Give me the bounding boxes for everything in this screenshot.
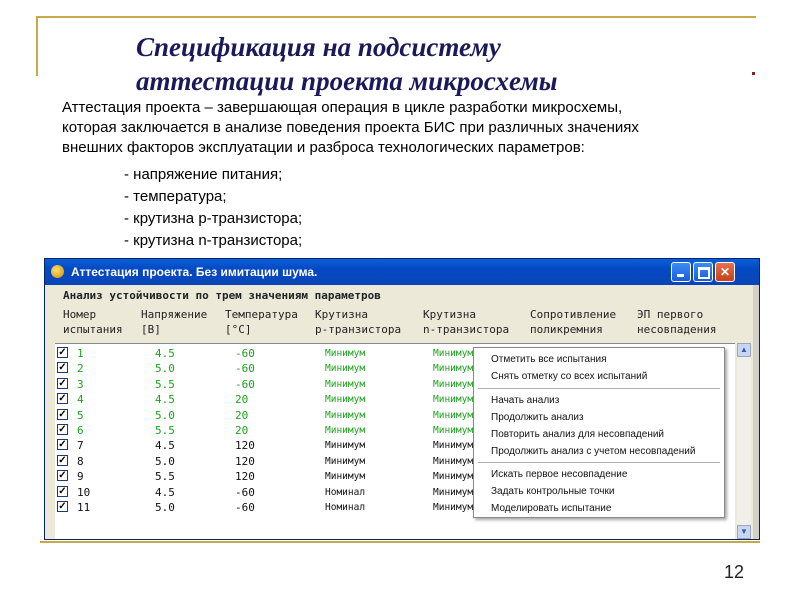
parameter-item: - крутизна p-транзистора;: [124, 210, 303, 227]
context-menu: [473, 347, 725, 518]
cell-test-number: 6: [77, 424, 84, 437]
column-header-voltage[interactable]: [141, 307, 207, 337]
cell-test-number: 1: [77, 347, 84, 360]
cell-test-number: 4: [77, 393, 84, 407]
parameter-item: - напряжение питания;: [124, 166, 283, 183]
menu-item-continue-with-mismatches[interactable]: Продолжить анализ с учетом несовпадений: [491, 446, 696, 457]
cell-voltage: 5.0: [155, 501, 175, 514]
cell-n-transistor: Минимум: [433, 455, 474, 467]
scroll-down-button[interactable]: [737, 525, 751, 539]
cell-test-number: 3: [77, 377, 84, 391]
minimize-icon: [677, 274, 684, 277]
slide-frame-bottom: [40, 541, 760, 543]
cell-p-transistor: Минимум: [325, 455, 366, 467]
page-number: 12: [724, 562, 745, 582]
panel-title: Анализ устойчивости по трем значениям параметров: [63, 289, 381, 302]
column-header-temperature[interactable]: [225, 307, 298, 337]
body-line-2: которая заключается в анализе поведения проекта БИС при различных значениях: [62, 119, 639, 136]
minimize-button[interactable]: [671, 262, 691, 282]
cell-p-transistor: Минимум: [325, 425, 366, 436]
window-title: Аттестация проекта. Без имитации шума.: [71, 265, 318, 279]
menu-item-start-analysis[interactable]: Начать анализ: [491, 395, 560, 406]
slide-title-line-1: Спецификация на подсистему: [136, 32, 501, 62]
cell-n-transistor: Минимум: [433, 409, 474, 421]
menu-item-check-all[interactable]: Отметить все испытания: [491, 354, 607, 365]
cell-voltage: 5.5: [155, 424, 175, 437]
column-header-line: поликремния: [530, 323, 603, 336]
cell-test-number: 11: [77, 501, 91, 514]
cell-voltage: 4.5: [155, 347, 175, 360]
column-header-line: испытания: [63, 323, 123, 336]
row-checkbox[interactable]: ✓: [58, 454, 67, 466]
cell-test-number: 5: [77, 408, 84, 422]
cell-temperature: 120: [235, 439, 255, 453]
column-header-line: Температура: [225, 308, 298, 321]
column-header-line: Сопротивление: [530, 308, 617, 321]
row-checkbox[interactable]: ✓: [58, 408, 67, 420]
row-checkbox[interactable]: ✓: [58, 470, 67, 482]
cell-p-transistor: Минимум: [325, 363, 366, 375]
column-header-line: ЭП первого: [637, 308, 704, 321]
maximize-button[interactable]: [693, 262, 713, 282]
cell-voltage: 4.5: [155, 485, 175, 499]
cell-n-transistor: Минимум: [433, 425, 474, 436]
cell-voltage: 4.5: [155, 393, 175, 407]
cell-n-transistor: Минимум: [433, 486, 474, 498]
slide-title-line-2: аттестации проекта микросхемы: [136, 66, 558, 96]
parameter-item: - температура;: [124, 188, 227, 205]
menu-item-continue-analysis[interactable]: Продолжить анализ: [491, 412, 584, 423]
arrow-up-icon: ▲: [740, 345, 748, 354]
cell-p-transistor: Минимум: [325, 394, 366, 406]
cell-temperature: 20: [235, 408, 249, 422]
parameter-list: [124, 164, 302, 252]
menu-item-repeat-mismatches[interactable]: Повторить анализ для несовпадений: [491, 429, 665, 440]
row-checkbox[interactable]: ✓: [58, 393, 67, 405]
cell-n-transistor: Минимум: [433, 348, 474, 359]
column-header-first-mismatch[interactable]: [637, 307, 716, 337]
column-header-line: n-транзистора: [423, 323, 510, 336]
column-header-line: [В]: [141, 323, 161, 336]
menu-item-uncheck-all[interactable]: Снять отметку со всех испытаний: [491, 371, 648, 382]
cell-n-transistor: Минимум: [433, 363, 474, 375]
slide-body-text: [62, 98, 762, 158]
cell-p-transistor: Минимум: [325, 440, 366, 452]
column-header-p-transistor[interactable]: [315, 307, 401, 337]
cell-n-transistor: Минимум: [433, 440, 474, 452]
cell-test-number: 10: [77, 485, 91, 499]
vertical-scrollbar[interactable]: [737, 343, 751, 539]
cell-n-transistor: Минимум: [433, 378, 474, 390]
cell-temperature: -60: [235, 501, 255, 514]
column-header-line: Номер: [63, 308, 97, 321]
row-checkbox[interactable]: ✓: [58, 362, 67, 374]
cell-p-transistor: Минимум: [325, 471, 366, 483]
column-header-line: Напряжение: [141, 308, 208, 321]
slide-frame-left: [36, 16, 38, 76]
body-line-3: внешних факторов эксплуатации и разброса технологических параметров:: [62, 139, 585, 156]
cell-p-transistor: Минимум: [325, 348, 366, 359]
cell-test-number: 9: [77, 470, 84, 484]
window-border-right: [753, 285, 760, 540]
column-header-line: Крутизна: [423, 308, 476, 321]
cell-voltage: 4.5: [155, 439, 175, 453]
cell-temperature: 20: [235, 393, 249, 407]
column-header-n-transistor[interactable]: [423, 307, 509, 337]
window-titlebar[interactable]: [45, 259, 759, 285]
menu-separator: [478, 462, 720, 463]
cell-temperature: -60: [235, 485, 255, 499]
cell-p-transistor: Номинал: [325, 486, 366, 498]
cell-voltage: 5.0: [155, 454, 175, 468]
arrow-down-icon: ▼: [740, 527, 748, 536]
menu-item-find-first-mismatch[interactable]: Искать первое несовпадение: [491, 469, 628, 480]
row-checkbox[interactable]: ✓: [58, 485, 67, 497]
cell-n-transistor: Минимум: [433, 502, 474, 513]
row-checkbox[interactable]: ✓: [58, 424, 67, 435]
cell-temperature: -60: [235, 377, 255, 391]
cell-n-transistor: Минимум: [433, 471, 474, 483]
menu-item-set-checkpoints[interactable]: Задать контрольные точки: [491, 486, 615, 497]
column-header-poly-resistance[interactable]: [530, 307, 616, 337]
cell-p-transistor: Минимум: [325, 378, 366, 390]
cell-test-number: 7: [77, 439, 84, 453]
cell-voltage: 5.0: [155, 408, 175, 422]
cell-test-number: 8: [77, 454, 84, 468]
menu-item-simulate-test[interactable]: Моделировать испытание: [491, 503, 612, 514]
cell-voltage: 5.5: [155, 377, 175, 391]
cell-p-transistor: Минимум: [325, 409, 366, 421]
cell-temperature: -60: [235, 362, 255, 376]
column-header-number[interactable]: [63, 307, 123, 337]
column-header-line: Крутизна: [315, 308, 368, 321]
close-icon: ✕: [719, 265, 731, 279]
cell-temperature: 120: [235, 454, 255, 468]
cell-temperature: -60: [235, 347, 255, 360]
maximize-icon: [698, 267, 710, 279]
row-checkbox[interactable]: ✓: [58, 439, 67, 451]
app-icon: [51, 265, 64, 278]
slide-title: [136, 30, 736, 98]
cell-temperature: 120: [235, 470, 255, 484]
cell-test-number: 2: [77, 362, 84, 376]
cell-temperature: 20: [235, 424, 249, 437]
column-header-line: p-транзистора: [315, 323, 402, 336]
column-header-line: [°C]: [225, 323, 252, 336]
parameter-item: - крутизна n-транзистора;: [124, 232, 303, 249]
close-button[interactable]: [715, 262, 735, 282]
slide-frame-top: [36, 16, 756, 18]
row-checkbox[interactable]: ✓: [58, 377, 67, 389]
slide-frame-dot: [752, 72, 755, 75]
scroll-up-button[interactable]: [737, 343, 751, 357]
column-header-line: несовпадения: [637, 323, 717, 336]
menu-separator: [478, 388, 720, 389]
cell-voltage: 5.5: [155, 470, 175, 484]
cell-p-transistor: Номинал: [325, 502, 366, 513]
cell-n-transistor: Минимум: [433, 394, 474, 406]
row-checkbox[interactable]: ✓: [58, 347, 67, 358]
row-checkbox[interactable]: ✓: [58, 501, 67, 512]
body-line-1: Аттестация проекта – завершающая операция в цикле разработки микросхемы,: [62, 99, 623, 116]
cell-voltage: 5.0: [155, 362, 175, 376]
